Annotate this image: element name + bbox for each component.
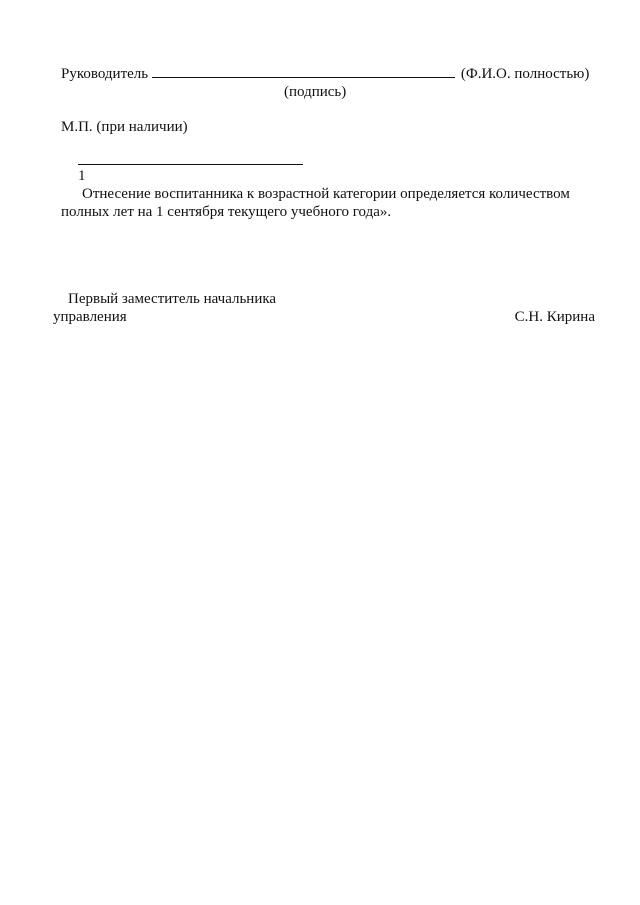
footnote-marker: 1 (78, 168, 86, 184)
signer-position (53, 290, 276, 326)
fio-blank (237, 64, 455, 78)
signer-position-line-2: управления (53, 309, 127, 325)
head-signature-line (61, 64, 589, 83)
stamp-label: М.П. (при наличии) (61, 119, 188, 135)
signature-blank (152, 64, 237, 78)
fio-label: (Ф.И.О. полностью) (460, 66, 590, 82)
signer-position-line-1: Первый заместитель начальника (68, 291, 277, 307)
head-label: Руководитель (61, 66, 149, 82)
signature-caption: (подпись) (284, 84, 347, 100)
footnote-text: Отнесение воспитанника к возрастной категории определяется количеством полных лет на 1 сентября текущего учебного года». (61, 186, 570, 220)
footnote-separator (78, 164, 303, 165)
signer-name: С.Н. Кирина (514, 309, 595, 325)
